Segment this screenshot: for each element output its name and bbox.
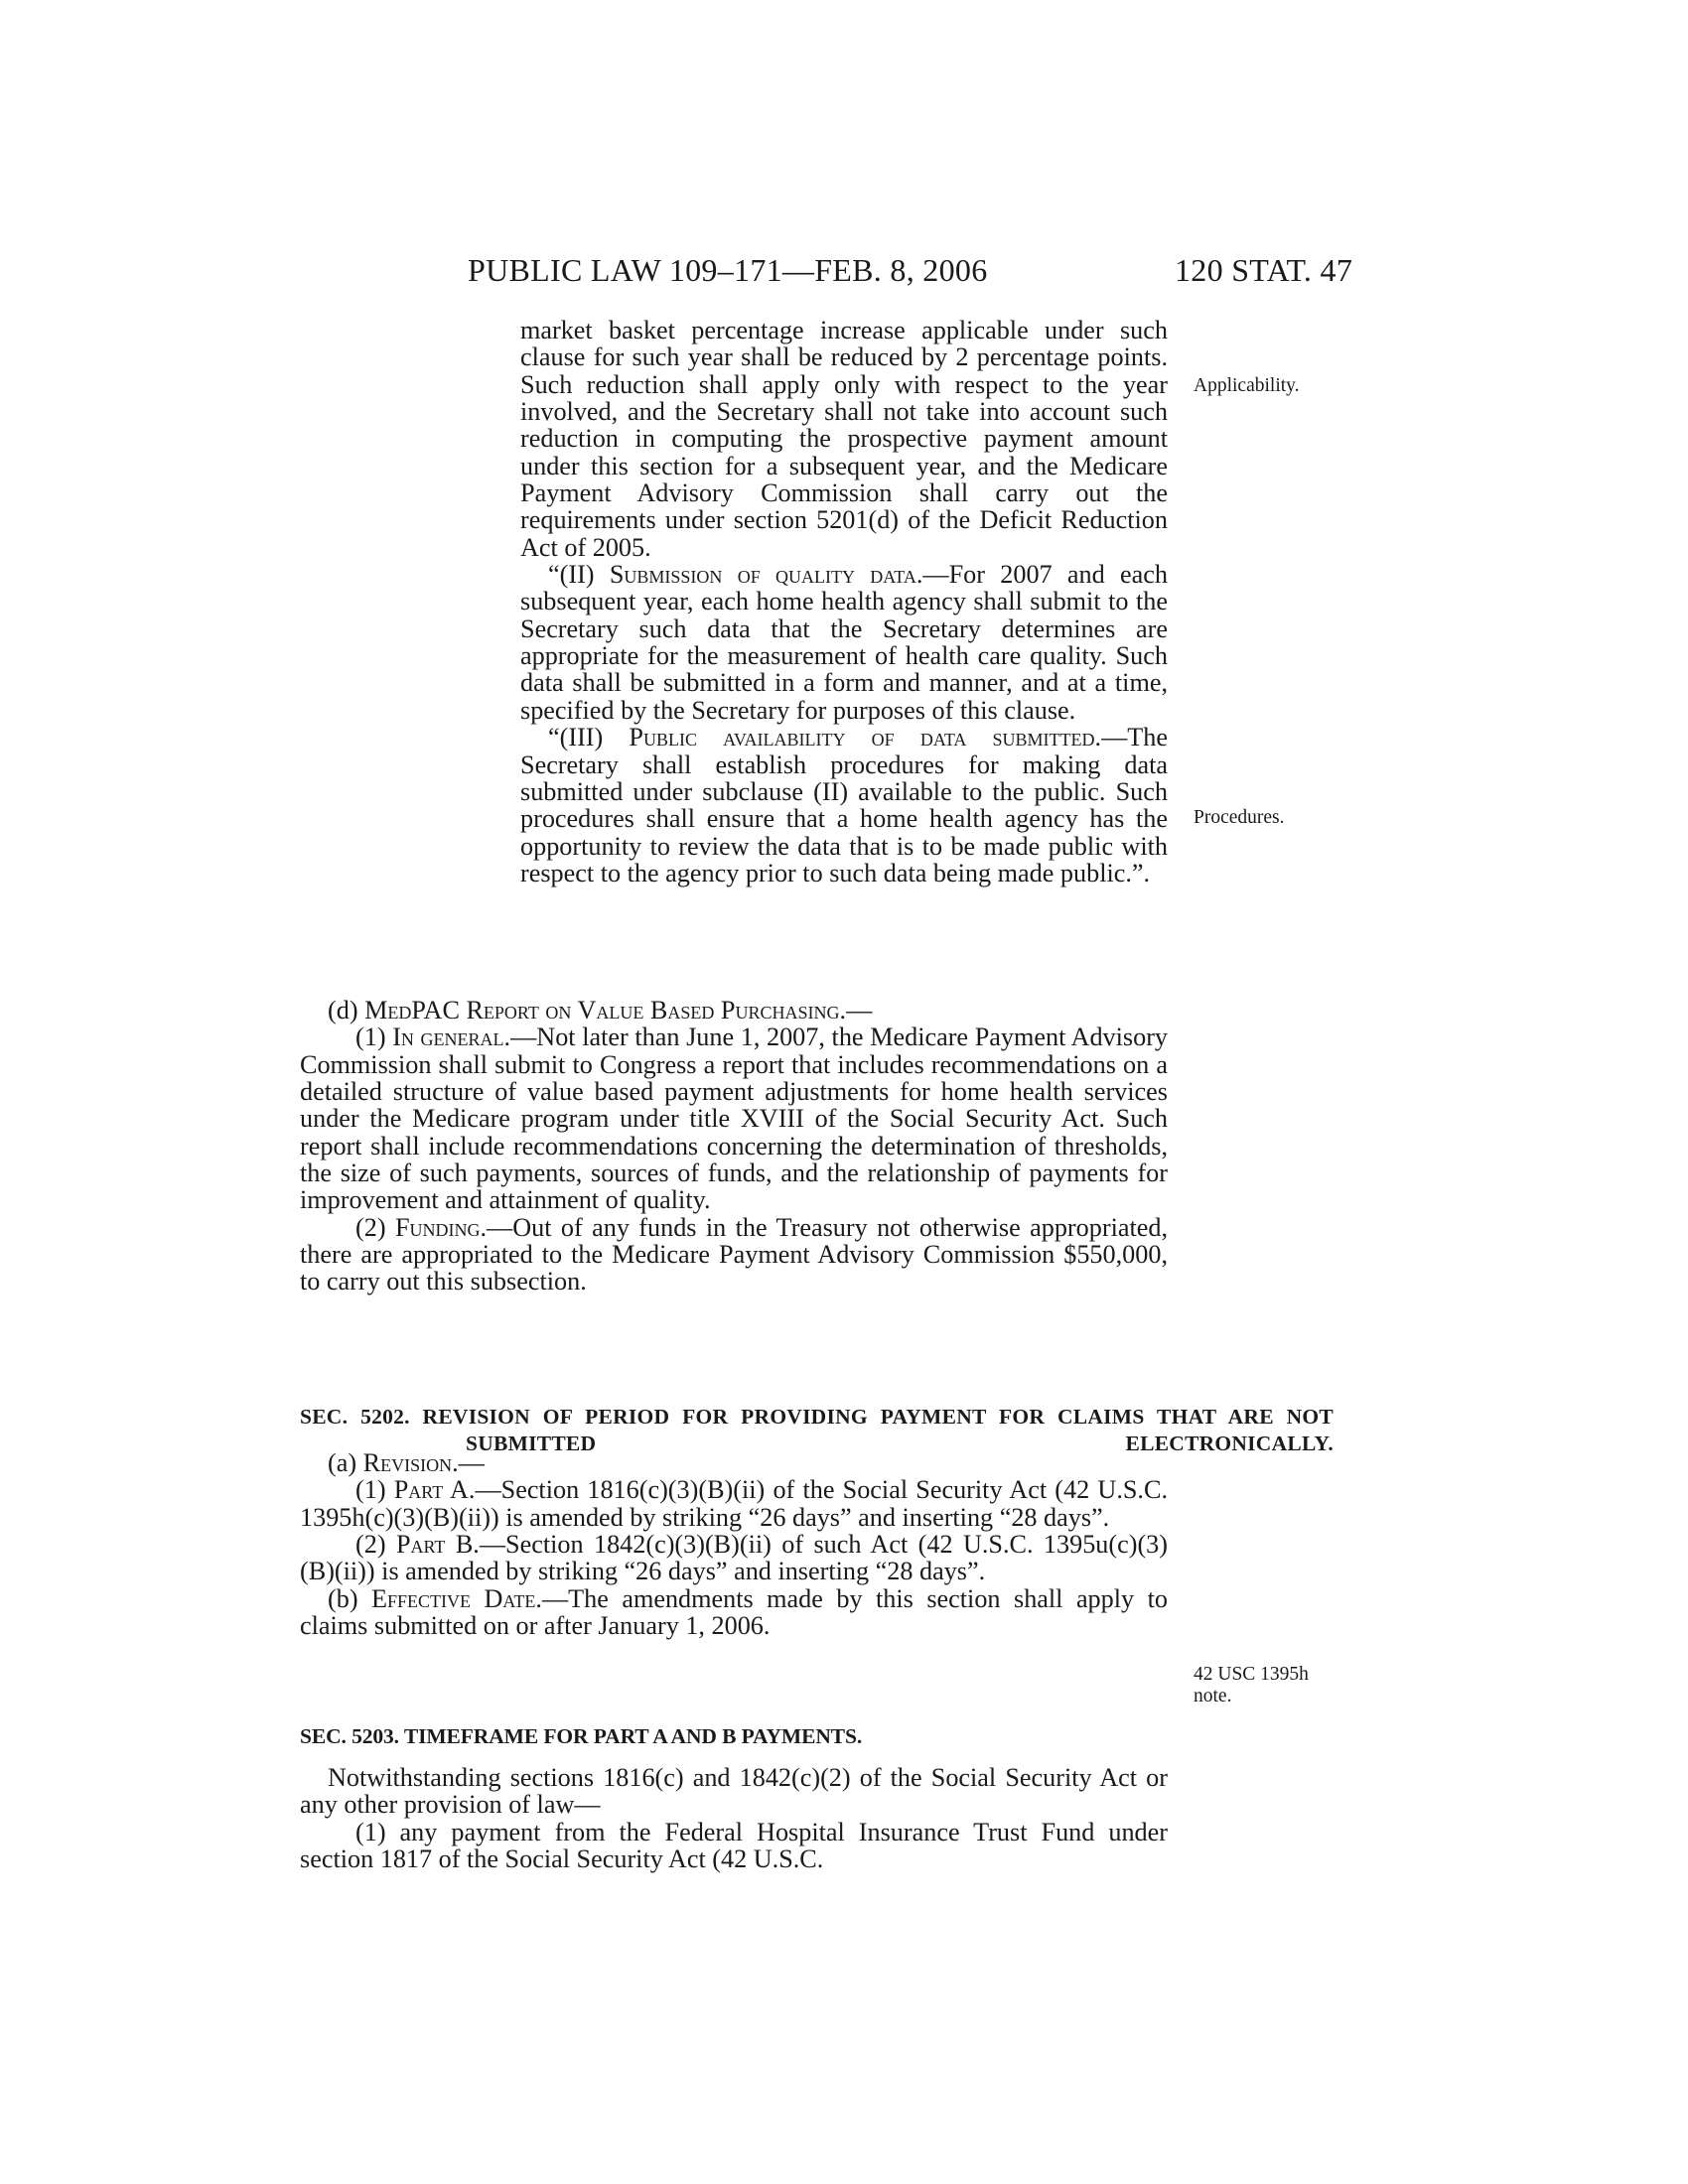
paragraph-5202-a2 [300,1531,1168,1585]
paragraph-5202-a2-heading: Part B. [395,1530,480,1560]
paragraph-d2-number: (2) [355,1212,395,1242]
subsection-5202-a-heading: Revision. [362,1448,459,1477]
section-5202-heading: SEC. 5202. REVISION OF PERIOD FOR PROVIDING PAYMENT FOR CLAIMS THAT ARE NOT SUBMITTED ELECTRONICALLY. [300,1405,1334,1455]
margin-note-usc-citation [1194,1664,1309,1707]
paragraph-d1-text: —Not later than June 1, 2007, the Medicare Payment Advisory Commission shall submit to Congress a report that includes recommendations on a detailed structure of value based payment adjustments for home health services under the Medicare program under title XVIII of the Social Security Act. Such report shall include recommendations concerning the determination of thresholds, the size of such payments, sources of funds, and the relationship of payments for improvement and attainment of quality. [300,1023,1169,1215]
margin-note-procedures: Procedures. [1194,807,1285,828]
subsection-5202-b-heading: Effective Date. [371,1583,542,1613]
paragraph-5202-a1 [300,1476,1168,1531]
clause-block [520,317,1168,887]
subclause-iii-heading: Public availability of data submitted. [629,723,1102,752]
subclause-iii-number: “(III) [548,723,630,752]
subclause-iii [520,724,1168,887]
subsection-5202-b [300,1585,1168,1640]
paragraph-d1-heading: In general. [392,1023,511,1052]
running-header-left: PUBLIC LAW 109–171—FEB. 8, 2006 [468,252,988,288]
section-5203-paragraph-1: (1) any payment from the Federal Hospital Insurance Trust Fund under section 1817 of the Social Security Act (42 U.S.C. [300,1817,1168,1874]
margin-note-usc-line1: 42 USC 1395h [1194,1664,1309,1685]
subclause-ii [520,561,1168,724]
margin-note-usc-line2: note. [1194,1686,1232,1706]
subsection-5202-a-label: (a) [328,1448,363,1477]
paragraph-d2-text: —Out of any funds in the Treasury not otherwise appropriated, there are appropriated to the Medicare Payment Advisory Commission $550,000, to carry out this subsection. [300,1212,1169,1297]
subsection-5202-a-heading-line [300,1449,1168,1476]
paragraph-d1-number: (1) [355,1023,393,1052]
paragraph-5202-a1-heading: Part A. [393,1475,476,1505]
paragraph-5202-a2-text: —Section 1842(c)(3)(B)(ii) of such Act (42 U.S.C. 1395u(c)(3)(B)(ii)) is amended by striking “26 days” and inserting “28 days”. [300,1530,1168,1586]
subsection-d-heading-line [300,997,1168,1024]
paragraph-d1 [300,1024,1168,1213]
section-5203-intro: Notwithstanding sections 1816(c) and 1842(c)(2) of the Social Security Act or any other provision of law— [300,1763,1168,1820]
subsection-5202-b-label: (b) [328,1583,372,1613]
subclause-iii-text: —The Secretary shall establish procedures for making data submitted under subclause (II) available to the public. Such procedures shall ensure that a home health agency has the opportunity to review the data that is to be made public with respect to the agency prior to such data being made public.”. [520,723,1168,887]
subclause-ii-number: “(II) [548,560,610,590]
section-5202-body [300,1449,1168,1639]
paragraph-5202-a1-text: —Section 1816(c)(3)(B)(ii) of the Social Security Act (42 U.S.C. 1395h(c)(3)(B)(ii)) is amended by striking “26 days” and inserting “28 days”. [300,1475,1168,1532]
paragraph-d2-heading: Funding. [394,1212,488,1242]
margin-note-applicability: Applicability. [1194,375,1300,396]
subsection-d-dash: — [846,996,873,1024]
subclause-ii-text: —For 2007 and each subsequent year, each home health agency shall submit to the Secretary such data that the Secretary determines are appropriate for the measurement of health care quality. Such data shall be submitted in a form and manner, and at a time, specified by the Secretary for purposes of this clause. [520,560,1168,725]
subsection-5202-a-dash: — [458,1448,485,1477]
paragraph-d2 [300,1214,1168,1296]
running-header-page-number: 120 STAT. 47 [1175,252,1353,288]
subsection-d-label: (d) [328,996,365,1024]
subsection-d-heading: MedPAC Report on Value Based Purchasing. [364,996,847,1024]
paragraph-5202-a2-number: (2) [355,1530,396,1560]
subsection-d [300,997,1168,1296]
subsection-5202-b-text: —The amendments made by this section shall apply to claims submitted on or after January 1, 2006. [300,1583,1168,1641]
section-5203-body [300,1764,1168,1872]
paragraph-5202-a1-number: (1) [355,1475,394,1505]
section-5203-heading: SEC. 5203. TIMEFRAME FOR PART A AND B PAYMENTS. [300,1724,863,1748]
clause-continuation-paragraph: market basket percentage increase applicable under such clause for such year shall be reduced by 2 percentage points. Such reduction shall apply only with respect to the year involved, and the Secretary shall not take into account such reduction in computing the prospective payment amount under this section for a subsequent year, and the Medicare Payment Advisory Commission shall carry out the requirements under section 5201(d) of the Deficit Reduction Act of 2005. [520,316,1168,562]
subclause-ii-heading: Submission of quality data. [609,560,923,590]
